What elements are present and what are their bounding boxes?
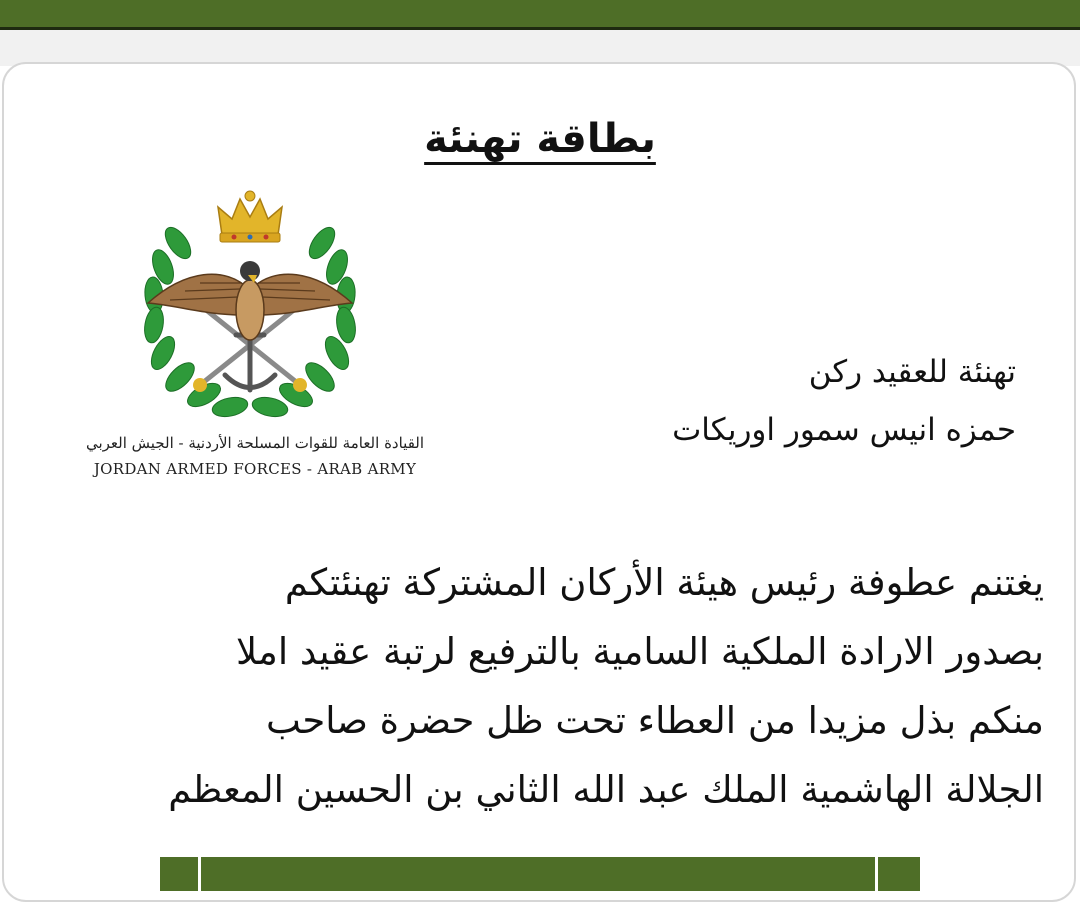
addressee-name: حمزه انيس سمور اوريكات xyxy=(672,412,1016,448)
top-green-band xyxy=(0,0,1080,30)
addressee-block xyxy=(556,343,1016,459)
card-title: بطاقة تهنئة xyxy=(424,116,656,162)
addressee-rank: تهنئة للعقيد ركن xyxy=(808,354,1016,390)
top-gap xyxy=(0,30,1080,66)
message-line: بصدور الارادة الملكية السامية بالترفيع لرتبة عقيد املا xyxy=(235,630,1044,673)
emblem-english-caption: JORDAN ARMED FORCES - ARAB ARMY xyxy=(93,460,417,478)
message-line: الجلالة الهاشمية الملك عبد الله الثاني بن الحسين المعظم xyxy=(168,768,1044,811)
congratulation-message xyxy=(34,548,1044,824)
message-line: يغتنم عطوفة رئيس هيئة الأركان المشتركة تهنئتكم xyxy=(284,561,1044,604)
message-line: منكم بذل مزيدا من العطاء تحت ظل حضرة صاحب xyxy=(265,699,1044,742)
bottom-bar-stripe xyxy=(198,857,201,891)
bottom-bar-stripe xyxy=(875,857,878,891)
bottom-green-bar xyxy=(160,857,920,891)
emblem-arabic-caption: القيادة العامة للقوات المسلحة الأردنية - الجيش العربي xyxy=(85,434,425,452)
jordan-armed-forces-emblem-icon xyxy=(130,185,370,435)
